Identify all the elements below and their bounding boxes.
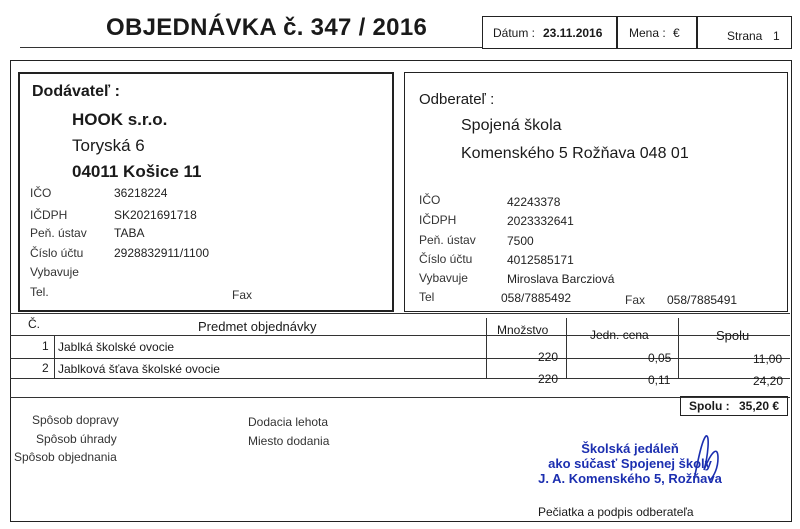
row-1-no: 1: [42, 339, 49, 353]
supplier-account-label: Číslo účtu: [30, 246, 84, 260]
supplier-heading: Dodávateľ :: [32, 83, 120, 100]
supplier-street: Toryská 6: [72, 136, 145, 155]
supplier-name: HOOK s.r.o.: [72, 110, 168, 129]
col-header-unit-price: Jedn. cena: [590, 328, 649, 342]
customer-box: [404, 72, 788, 312]
supplier-account-value: 2928832911/1100: [114, 246, 209, 260]
sum-value: 35,20 €: [739, 399, 780, 413]
supplier-fax-label: Fax: [232, 288, 253, 302]
customer-icdph-value: 2023332641: [507, 214, 574, 228]
row-2-total: 24,20: [753, 374, 784, 388]
row-2-subject: Jablková šťava školské ovocie: [58, 362, 220, 376]
date-box: [482, 16, 618, 49]
table-col-sep-2: [486, 318, 487, 378]
customer-name: Spojená škola: [461, 117, 562, 134]
customer-tel-value: 058/7885492: [501, 291, 572, 305]
customer-bank-label: Peň. ústav: [419, 233, 476, 247]
signature-scribble: [688, 430, 724, 484]
customer-handler-value: Miroslava Barcziová: [507, 272, 615, 286]
customer-fax-label: Fax: [625, 293, 646, 307]
stamp-line-1: Školská jedáleň: [581, 441, 679, 456]
col-header-no: Č.: [28, 317, 40, 331]
supplier-city: 04011 Košice 11: [72, 162, 202, 181]
supplier-icdph-label: IČDPH: [30, 208, 68, 222]
row-1-total: 11,00: [753, 352, 783, 366]
row-2-qty: 220: [538, 372, 559, 386]
row-1-unit-price: 0,05: [648, 351, 672, 365]
payment-method-label: Spôsob úhrady: [36, 432, 117, 446]
order-method-label: Spôsob objednania: [14, 450, 117, 464]
currency-value: €: [673, 26, 680, 40]
table-bottom-rule: [10, 397, 790, 398]
supplier-ico-value: 36218224: [114, 186, 168, 200]
sum-label: Spolu :: [689, 399, 730, 413]
page-label: Strana: [727, 29, 763, 43]
sum-box: [680, 396, 788, 416]
document-title: OBJEDNÁVKA č. 347 / 2016: [106, 14, 428, 41]
customer-ico-value: 42243378: [507, 195, 561, 209]
customer-bank-value: 7500: [507, 234, 534, 248]
header-underline: [20, 47, 482, 48]
date-label: Dátum :: [493, 26, 536, 40]
table-top-rule: [10, 313, 790, 314]
supplier-icdph-value: SK2021691718: [114, 208, 197, 222]
customer-handler-label: Vybavuje: [419, 271, 468, 285]
shipping-method-label: Spôsob dopravy: [32, 413, 119, 427]
col-header-qty: Množstvo: [497, 323, 549, 337]
date-value: 23.11.2016: [543, 26, 603, 40]
delivery-place-label: Miesto dodania: [248, 434, 330, 448]
supplier-bank-label: Peň. ústav: [30, 226, 87, 240]
row-2-unit-price: 0,11: [648, 373, 671, 387]
customer-tel-label: Tel: [419, 290, 435, 304]
col-header-subject: Predmet objednávky: [198, 319, 317, 334]
col-header-total: Spolu: [716, 328, 750, 343]
customer-account-label: Číslo účtu: [419, 252, 473, 266]
supplier-box: [18, 72, 394, 312]
page-box: [696, 16, 792, 49]
customer-heading: Odberateľ :: [419, 91, 495, 108]
signature-label: Pečiatka a podpis odberateľa: [538, 505, 694, 519]
row-1-qty: 220: [538, 350, 559, 364]
supplier-ico-label: IČO: [30, 186, 52, 200]
supplier-bank-value: TABA: [114, 226, 145, 240]
customer-address: Komenského 5 Rožňava 048 01: [461, 145, 689, 162]
table-rule-1: [10, 358, 790, 359]
stamp-line-3: J. A. Komenského 5, Rožňava: [538, 471, 722, 486]
delivery-time-label: Dodacia lehota: [248, 415, 329, 429]
table-col-sep-1: [54, 335, 55, 378]
supplier-tel-label: Tel.: [30, 285, 49, 299]
table-header-rule: [10, 335, 790, 336]
page-number: 1: [773, 29, 780, 43]
row-1-subject: Jablká školské ovocie: [58, 340, 175, 354]
customer-ico-label: IČO: [419, 193, 441, 207]
customer-account-value: 4012585171: [507, 253, 574, 267]
currency-label: Mena :: [629, 26, 666, 40]
table-col-sep-4: [678, 318, 679, 378]
customer-icdph-label: IČDPH: [419, 213, 457, 227]
customer-fax-value: 058/7885491: [667, 293, 738, 307]
table-col-sep-3: [566, 318, 567, 378]
stamp-line-2: ako súčasť Spojenej školy: [548, 456, 712, 471]
supplier-handler-label: Vybavuje: [30, 265, 79, 279]
table-rule-2: [10, 378, 790, 379]
currency-box: [616, 16, 698, 49]
row-2-no: 2: [42, 361, 49, 375]
